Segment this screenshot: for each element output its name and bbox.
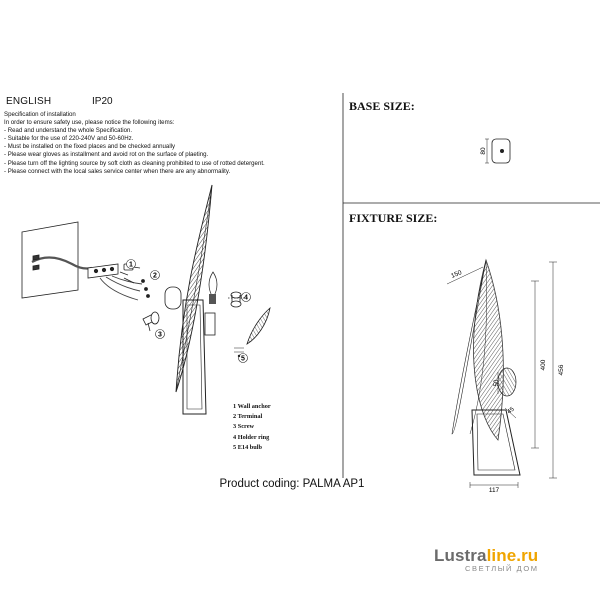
brand-subtitle: СВЕТЛЫЙ ДОМ (465, 564, 539, 573)
language-label: ENGLISH (6, 96, 52, 107)
callout-5: 5 (241, 355, 245, 363)
terminal-block (88, 261, 142, 300)
wire-end (33, 265, 39, 270)
base-height-label: 80 (480, 147, 487, 155)
base-screw-hole (500, 149, 504, 153)
callout-3: 3 (158, 331, 162, 339)
wall-plate (22, 222, 78, 298)
dim-shade: 50 (494, 379, 500, 387)
legend-item: 4 Holder ring (233, 433, 270, 441)
brand-logo (434, 546, 584, 566)
legend-item: 1 Wall anchor (233, 403, 271, 410)
bulb-base (209, 294, 216, 304)
lamp-holder (205, 313, 215, 335)
product-coding-row (0, 478, 600, 490)
base-size-title: BASE SIZE: (349, 99, 415, 113)
dim-height: 400 (540, 359, 547, 371)
spec-line: In order to ensure safety use, please notice the following items: (4, 119, 175, 127)
spec-line: - Suitable for the use of 220-240V and 50-60Hz. (4, 135, 134, 143)
legend-item: 3 Screw (233, 423, 255, 431)
legend-item: 5 E14 bulb (233, 443, 263, 451)
spec-line: - Please wear gloves as installment and avoid rot on the surface of plaeting. (4, 151, 209, 159)
fixture-shade-detail (498, 368, 516, 396)
spec-line: - Please connect with the local sales service center when there are any abnormality. (4, 167, 231, 175)
parts-legend (233, 402, 271, 453)
callout-2: 2 (153, 272, 157, 280)
holder-ring (228, 292, 244, 307)
leaf-shade-installation (165, 185, 217, 414)
callout-4: 4 (244, 294, 248, 302)
spec-line: - Please turn off the lighting source by soft cloth as cleaning prohibited to use of rotted detergent. (4, 159, 265, 167)
screw-head (151, 312, 159, 324)
spec-line: - Must be installed on the fixed places and be checked annually (4, 143, 176, 151)
legend-item: 2 Terminal (233, 413, 263, 421)
fixture-size-title: FIXTURE SIZE: (349, 211, 438, 225)
product-coding: Product coding: PALMA AP1 (219, 478, 365, 490)
frame-lines (343, 93, 600, 478)
dim-width: 150 (450, 269, 463, 280)
shade-detail (234, 308, 270, 357)
spec-line: - Read and understand the whole Specification. (4, 127, 133, 135)
fixture-drawing (447, 260, 565, 494)
dim-base-width: 117 (488, 487, 500, 494)
wire-end (33, 255, 39, 260)
brand-watermark (434, 546, 584, 573)
callout-1: 1 (129, 261, 133, 269)
brand-name-part2: line.ru (486, 546, 539, 565)
base-drawing (480, 139, 510, 163)
ip-rating: IP20 (92, 96, 113, 107)
wall-section (22, 222, 92, 298)
spec-line: Specification of installation (4, 111, 76, 118)
mount-disc (165, 287, 181, 309)
dim-overall: 456 (558, 364, 565, 376)
dim-depth: 45 (505, 405, 516, 416)
brand-name-part1: Lustra (434, 546, 487, 565)
